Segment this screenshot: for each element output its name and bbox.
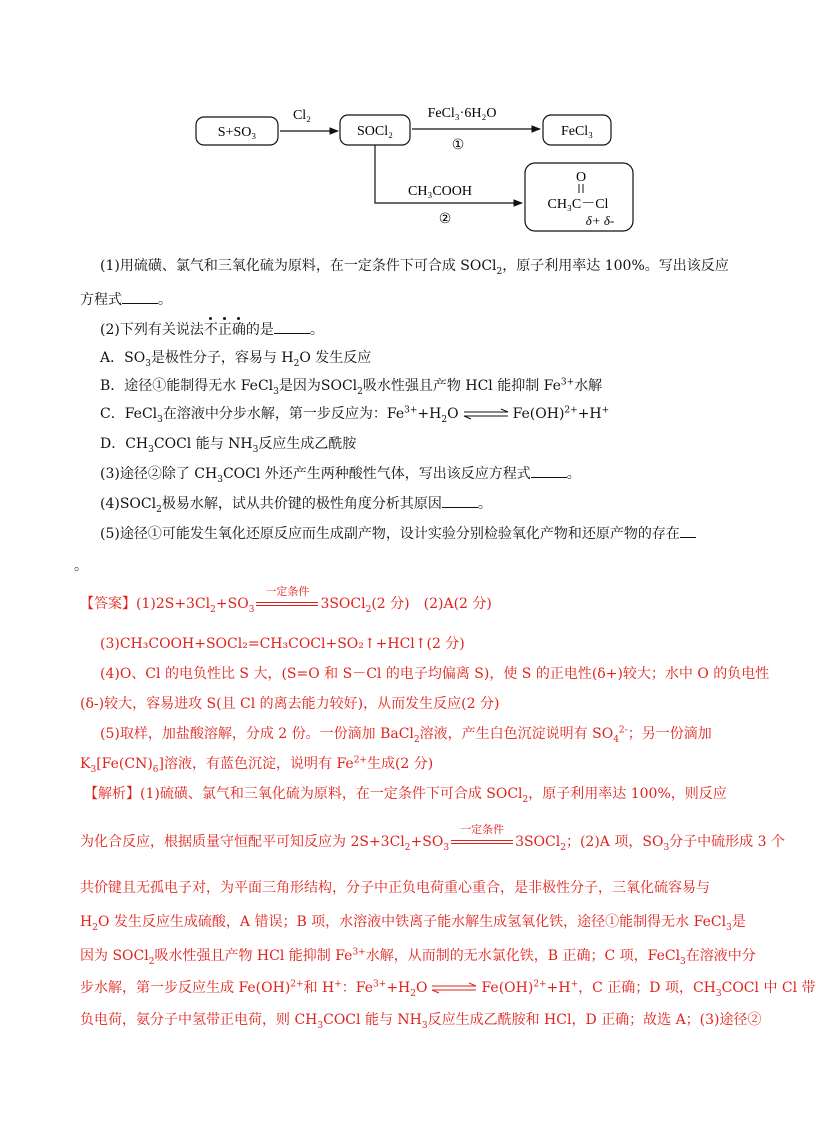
q1-end: 。: [158, 292, 172, 308]
analysis-text: (1)硫磺、氯气和三氧化硫为原料，在一定条件下可合成 SOCl: [140, 786, 523, 802]
sub: 3: [680, 956, 686, 967]
analysis-text: Fe(OH): [481, 980, 534, 996]
reaction-condition: [449, 823, 515, 852]
q2-stem-a: (2)下列有关说法: [100, 322, 204, 338]
sub: 2: [410, 988, 416, 999]
opt-text: O: [447, 406, 459, 422]
q3: [100, 464, 581, 484]
q2-option-d: [100, 434, 356, 454]
box-start-label: S+SO₃: [217, 125, 257, 140]
sub: 3: [317, 1020, 324, 1031]
answer-line4a: [100, 664, 769, 684]
q4-text: (4)SOCl: [100, 496, 157, 512]
answer-text: 溶液，产生白色沉淀说明有 SO: [419, 726, 614, 742]
q1-line1: [100, 256, 729, 276]
condition-text: 一定条件: [460, 823, 505, 836]
sub: 3: [273, 386, 279, 397]
answer-text: 生成(2 分): [366, 756, 434, 772]
opt-text: +H: [417, 406, 442, 422]
answer-blank: [531, 465, 567, 478]
opt-text: D．CH: [100, 436, 149, 452]
analysis-text: +H: [546, 980, 571, 996]
equilibrium-arrow-icon: [431, 983, 477, 993]
opt-text: 水解: [574, 378, 603, 394]
sup: 2+: [290, 979, 304, 990]
analysis-text: ：Fe: [341, 980, 374, 996]
answer-line1: [80, 585, 492, 615]
sub: 3: [443, 842, 450, 853]
product-oxygen: O: [575, 170, 587, 185]
answer-blank: [274, 321, 310, 334]
analysis-text: 负电荷，氨分子中氢带正电荷，则 CH: [80, 1012, 318, 1028]
q1-line2: [80, 290, 172, 310]
sub: 2: [441, 414, 448, 425]
answer-blank: [442, 495, 478, 508]
arrow-path2-num: ②: [438, 211, 452, 227]
sub: 3: [148, 444, 154, 455]
sub: 2: [357, 386, 363, 397]
analysis-text: O 发生反应生成硫酸，A 错误；B 项，水溶液中铁离子能水解生成氢氧化铁，途径①能制得无水 FeCl: [97, 914, 727, 930]
arrow-path1-num: ①: [451, 137, 465, 153]
q1-text-c: 方程式: [80, 292, 122, 308]
opt-text: +H: [577, 406, 602, 422]
answer-text: (δ-)较大，容易进攻 S(且 Cl 的离去能力较好)，从而发生反应(2 分): [80, 696, 500, 712]
q4-text: 极易水解，试从共价键的极性角度分析其原因: [161, 496, 442, 512]
opt-text: O 发生反应: [299, 350, 372, 366]
analysis-text: COCl 能与 NH: [323, 1012, 422, 1028]
sup: 2-: [618, 725, 628, 736]
analysis-line4: [80, 912, 746, 932]
sub: 2: [156, 504, 162, 515]
analysis-text: 步水解，第一步反应生成 Fe(OH): [80, 980, 291, 996]
sub: 2: [293, 358, 300, 369]
analysis-text: ，原子利用率达 100%，则反应: [528, 786, 727, 802]
emphasis-char: 确: [231, 322, 246, 338]
q2-option-c: [100, 404, 609, 424]
opt-text: 是因为SOCl: [278, 378, 358, 394]
q4-end: 。: [477, 496, 492, 512]
emphasis-char: 不: [203, 322, 218, 338]
answer-text: ]溶液，有蓝色沉淀，说明有 Fe: [158, 756, 354, 772]
opt-text: C．FeCl: [100, 406, 158, 422]
q2-option-a: [100, 348, 371, 368]
sub: 3: [663, 842, 670, 853]
answer-tag: 【答案】: [80, 596, 136, 612]
sup: 2+: [533, 979, 547, 990]
answer-text: ；另一份滴加: [627, 726, 712, 742]
q3-end: 。: [566, 466, 581, 482]
analysis-text: 3SOCl: [515, 834, 561, 850]
sup: +: [570, 979, 579, 990]
arrow-path2-label: CH₃COOH: [408, 184, 472, 199]
sub: 2: [496, 266, 503, 277]
q2-stem: [100, 320, 324, 340]
analysis-text: H: [80, 914, 93, 930]
analysis-text: +SO: [410, 834, 444, 850]
opt-text: 反应生成乙酰胺: [258, 436, 357, 452]
answer-text: K: [80, 756, 91, 772]
answer-blank: [680, 525, 696, 538]
q5: [100, 524, 696, 544]
analysis-text: 是: [731, 914, 746, 930]
opt-text: 在溶液中分步水解，第一步反应为：Fe: [162, 406, 405, 422]
product-charges: δ+ δ-: [585, 213, 615, 228]
sub: 3: [252, 444, 259, 455]
opt-text: COCl 能与 NH: [153, 436, 253, 452]
analysis-text: 吸水性强且产物 HCl 能抑制 Fe: [154, 948, 353, 964]
sub: 3: [90, 764, 97, 775]
box-mid-label: SOCl₂: [356, 124, 394, 139]
answer-text: +SO: [215, 596, 249, 612]
answer-line4b: [80, 694, 499, 714]
analysis-text: 和 H: [303, 980, 335, 996]
sup: +: [601, 405, 610, 416]
sub: 3: [726, 922, 732, 933]
analysis-text: 水解，从而制的无水氯化铁，B 正确；C 项，FeCl: [365, 948, 681, 964]
arrow-cl2-label: Cl₂: [292, 108, 312, 123]
analysis-text: O: [416, 980, 428, 996]
q1-text-a: (1)用硫磺、氯气和三氧化硫为原料，在一定条件下可合成 SOCl: [100, 258, 497, 274]
analysis-text: 因为 SOCl: [80, 948, 149, 964]
sup: +: [334, 979, 342, 990]
answer-text: (3)CH₃COOH+SOCl₂=CH₃COCl+SO₂↑+HCl↑(2 分): [100, 636, 465, 652]
analysis-line3: [80, 878, 710, 898]
answer-blank: [122, 291, 158, 304]
answer-text: 3SOCl: [320, 596, 366, 612]
answer-text: (4)O、Cl 的电负性比 S 大，(S=O 和 S－Cl 的电子均偏离 S)，使 S 的正电性(δ+)较大；水中 O 的负电性: [100, 666, 770, 682]
opt-text: A．SO: [100, 350, 146, 366]
q2-stem-b: 的是: [245, 322, 274, 338]
sub: 2: [560, 842, 566, 853]
analysis-text: 为化合反应，根据质量守恒配平可知反应为 2S+3Cl: [80, 834, 405, 850]
analysis-line6: [80, 978, 816, 998]
emphasis-char: 正: [217, 322, 232, 338]
opt-text: Fe(OH): [512, 406, 565, 422]
sub: 4: [613, 734, 619, 745]
analysis-line2: [80, 823, 785, 853]
sub: 2: [522, 794, 529, 805]
sub: 3: [715, 988, 722, 999]
analysis-text: 共价键且无孤电子对，为平面三角形结构，分子中正负电荷重心重合，是非极性分子，三氧化硫容易与: [80, 880, 710, 896]
q3-text: (3)途径②除了 CH: [100, 466, 218, 482]
analysis-line1: [84, 784, 727, 804]
answer-line5a: [100, 724, 712, 744]
reaction-condition: [254, 585, 320, 614]
sup: 2+: [564, 405, 578, 416]
q3-text: COCl 外还产生两种酸性气体，写出该反应方程式: [222, 466, 531, 482]
sub: 6: [152, 764, 159, 775]
q2-end: 。: [309, 322, 324, 338]
sub: 3: [248, 604, 255, 615]
analysis-text: 在溶液中分: [685, 948, 756, 964]
arrow-path1-label: FeCl₃·6H₂O: [427, 106, 497, 121]
sub: 2: [413, 734, 420, 745]
analysis-line5: [80, 946, 756, 966]
analysis-line7: [80, 1010, 762, 1030]
answer-text: (2 分) (2)A(2 分): [371, 596, 492, 612]
analysis-text: 反应生成乙酰胺和 HCl，D 正确；故选 A；(3)途径②: [427, 1012, 762, 1028]
sub: 2: [92, 922, 98, 933]
condition-text: 一定条件: [265, 585, 310, 598]
equilibrium-arrow-icon: [463, 409, 509, 419]
opt-text: 吸水性强且产物 HCl 能抑制 Fe: [362, 378, 561, 394]
sub: 2: [210, 604, 216, 615]
sup: 3+: [560, 377, 575, 388]
q5-end-mark: 。: [74, 558, 88, 574]
analysis-text: 分子中硫形成 3 个: [669, 834, 785, 850]
q1-text-b: ，原子利用率达 100%。写出该反应: [502, 258, 729, 274]
q5-end: [74, 556, 88, 576]
sup: 3+: [404, 405, 418, 416]
sup: 2+: [353, 755, 367, 766]
sub: 2: [148, 956, 155, 967]
q2-option-b: [100, 376, 602, 396]
reaction-diagram: [180, 95, 650, 245]
box-end-label: FeCl₃: [560, 124, 594, 139]
sub: 3: [157, 414, 163, 425]
analysis-text: COCl 中 Cl 带: [721, 980, 816, 996]
answer-line5b: [80, 754, 433, 774]
sub: 3: [145, 358, 151, 369]
sup: 3+: [352, 947, 366, 958]
q5-text: (5)途径①可能发生氧化还原反应而生成副产物，设计实验分别检验氧化产物和还原产物的存在: [100, 526, 680, 542]
sub: 3: [217, 474, 223, 485]
analysis-text: ，C 正确；D 项，CH: [578, 980, 716, 996]
opt-text: B．途径①能制得无水 FeCl: [100, 378, 274, 394]
analysis-text: +H: [386, 980, 411, 996]
sub: 2: [365, 604, 372, 615]
answer-line3: [100, 634, 465, 654]
sub: 3: [421, 1020, 428, 1031]
opt-text: 是极性分子，容易与 H: [150, 350, 294, 366]
analysis-text: ；(2)A 项，SO: [565, 834, 664, 850]
sup: 3+: [373, 979, 387, 990]
product-formula: CH₃C－Cl: [547, 197, 609, 212]
q4: [100, 494, 492, 514]
sub: 2: [404, 842, 411, 853]
answer-text: [Fe(CN): [96, 756, 153, 772]
analysis-tag: 【解析】: [84, 786, 140, 802]
answer-text: (1)2S+3Cl: [136, 596, 211, 612]
answer-text: (5)取样，加盐酸溶解，分成 2 份。一份滴加 BaCl: [100, 726, 414, 742]
